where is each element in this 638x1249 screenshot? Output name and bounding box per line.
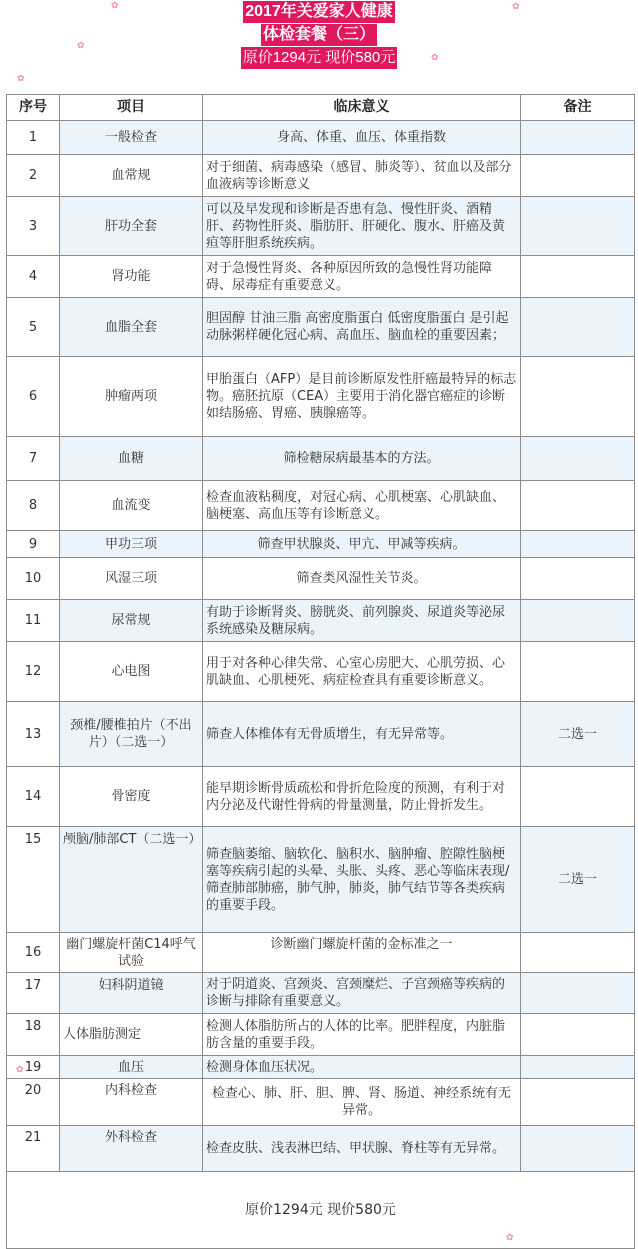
table-row (7, 827, 635, 933)
row-note: 二选一 (521, 702, 635, 767)
header-note: 备注 (521, 95, 635, 121)
row-item: 妇科阴道镜 (60, 973, 203, 1014)
row-no: 20 (7, 1079, 60, 1126)
row-meaning: 筛查人体椎体有无骨质增生，有无异常等。 (203, 702, 521, 767)
row-no: 21 (7, 1126, 60, 1172)
row-note: 二选一 (521, 827, 635, 933)
row-meaning: 筛查类风湿性关节炎。 (203, 558, 521, 600)
row-note (521, 481, 635, 531)
row-item: 血流变 (60, 481, 203, 531)
row-meaning: 用于对各种心律失常、心室心房肥大、心肌劳损、心肌缺血、心肌梗死、病症检查具有重要诊断意义。 (203, 642, 521, 702)
row-meaning: 胆固醇 甘油三脂 高密度脂蛋白 低密度脂蛋白 是引起动脉粥样硬化冠心病、高血压、脑血栓的重要因素； (203, 298, 521, 357)
row-no: 4 (7, 256, 60, 298)
row-no: 2 (7, 155, 60, 197)
row-note (521, 642, 635, 702)
row-note (521, 1126, 635, 1172)
table-row (7, 155, 635, 197)
flower-icon: ✿ (431, 53, 439, 63)
row-no: 10 (7, 558, 60, 600)
flower-icon: ✿ (17, 74, 25, 84)
row-note (521, 437, 635, 481)
table-row (7, 642, 635, 702)
table-row (7, 298, 635, 357)
row-item: 颅脑/肺部CT（二选一） (60, 827, 203, 933)
flower-icon: ✿ (111, 1, 119, 11)
heading-price-line: 原价1294元 现价580元 (241, 47, 398, 69)
row-item: 心电图 (60, 642, 203, 702)
table-row (7, 1126, 635, 1172)
flower-icon: ✿ (16, 1065, 24, 1075)
row-note (521, 600, 635, 642)
row-item: 颈椎/腰椎拍片（不出片）（二选一） (60, 702, 203, 767)
row-meaning: 筛查脑萎缩、脑软化、脑积水、脑肿瘤、腔隙性脑梗塞等疾病引起的头晕、头胀、头疼、恶心等临床表现/筛查肺部肺癌，肺气肿，肺炎，肺气结节等各类疾病的重要手段。 (203, 827, 521, 933)
row-note (521, 256, 635, 298)
row-item: 人体脂肪测定 (60, 1014, 203, 1056)
table-row (7, 121, 635, 155)
row-note (521, 1056, 635, 1079)
table-footer-row (7, 1172, 635, 1249)
table-row (7, 933, 635, 973)
row-item: 尿常规 (60, 600, 203, 642)
table-row (7, 1014, 635, 1056)
row-note (521, 121, 635, 155)
table-row (7, 197, 635, 256)
row-note (521, 298, 635, 357)
header-no: 序号 (7, 95, 60, 121)
row-no: 8 (7, 481, 60, 531)
row-meaning: 检查血液粘稠度，对冠心病、心肌梗塞、心肌缺血、脑梗塞、高血压等有诊断意义。 (203, 481, 521, 531)
header-item: 项目 (60, 95, 203, 121)
table-header-row (7, 95, 635, 121)
row-no: 11 (7, 600, 60, 642)
row-note (521, 1014, 635, 1056)
table-row (7, 973, 635, 1014)
row-note (521, 558, 635, 600)
table-row (7, 437, 635, 481)
header-meaning: 临床意义 (203, 95, 521, 121)
table-row (7, 1056, 635, 1079)
flower-icon: ✿ (506, 1233, 514, 1243)
row-item: 骨密度 (60, 767, 203, 827)
table-row (7, 558, 635, 600)
row-meaning: 诊断幽门螺旋杆菌的金标准之一 (203, 933, 521, 973)
row-meaning: 身高、体重、血压、体重指数 (203, 121, 521, 155)
row-note (521, 933, 635, 973)
row-no: 6 (7, 357, 60, 437)
row-no: 18 (7, 1014, 60, 1056)
footer-price: 原价1294元 现价580元 (7, 1172, 635, 1249)
table-row (7, 600, 635, 642)
row-note (521, 357, 635, 437)
row-item: 肝功全套 (60, 197, 203, 256)
row-note (521, 197, 635, 256)
row-item: 血常规 (60, 155, 203, 197)
row-meaning: 检测人体脂肪所占的人体的比率。肥胖程度，内脏脂肪含量的重要手段。 (203, 1014, 521, 1056)
row-meaning: 筛检糖尿病最基本的方法。 (203, 437, 521, 481)
row-no: 1 (7, 121, 60, 155)
row-no: 3 (7, 197, 60, 256)
heading-line-1: 2017年关爱家人健康 (243, 1, 395, 23)
row-meaning: 甲胎蛋白（AFP）是目前诊断原发性肝癌最特异的标志物。癌胚抗原（CEA）主要用于消化器官癌症的诊断如结肠癌、胃癌、胰腺癌等。 (203, 357, 521, 437)
row-meaning: 能早期诊断骨质疏松和骨折危险度的预测，有利于对内分泌及代谢性骨病的骨量测量，防止骨折发生。 (203, 767, 521, 827)
row-no: 19 (7, 1056, 60, 1079)
row-meaning: 检查心、肺、肝、胆、脾、肾、肠道、神经系统有无异常。 (203, 1079, 521, 1126)
table-row (7, 1079, 635, 1126)
checkup-package-table (6, 94, 635, 1249)
row-note (521, 767, 635, 827)
row-no: 17 (7, 973, 60, 1014)
row-meaning: 筛查甲状腺炎、甲亢、甲减等疾病。 (203, 531, 521, 558)
flower-icon: ✿ (77, 41, 85, 51)
row-item: 甲功三项 (60, 531, 203, 558)
table-row (7, 767, 635, 827)
row-item: 肾功能 (60, 256, 203, 298)
row-item: 肿瘤两项 (60, 357, 203, 437)
row-meaning: 检测身体血压状况。 (203, 1056, 521, 1079)
row-no: 9 (7, 531, 60, 558)
row-item: 外科检查 (60, 1126, 203, 1172)
row-note (521, 973, 635, 1014)
row-no: 13 (7, 702, 60, 767)
row-meaning: 对于阴道炎、宫颈炎、宫颈糜烂、子宫颈癌等疾病的诊断与排除有重要意义。 (203, 973, 521, 1014)
row-item: 幽门螺旋杆菌C14呼气试验 (60, 933, 203, 973)
row-meaning: 检查皮肤、浅表淋巴结、甲状腺、脊柱等有无异常。 (203, 1126, 521, 1172)
row-item: 血糖 (60, 437, 203, 481)
row-no: 12 (7, 642, 60, 702)
row-item: 风湿三项 (60, 558, 203, 600)
table-row (7, 481, 635, 531)
row-no: 7 (7, 437, 60, 481)
row-meaning: 有助于诊断肾炎、膀胱炎、前列腺炎、尿道炎等泌尿系统感染及糖尿病。 (203, 600, 521, 642)
row-item: 一般检查 (60, 121, 203, 155)
row-no: 15 (7, 827, 60, 933)
flower-icon: ✿ (512, 2, 520, 12)
row-meaning: 对于急慢性肾炎、各种原因所致的急慢性肾功能障碍、尿毒症有重要意义。 (203, 256, 521, 298)
row-no: 5 (7, 298, 60, 357)
row-meaning: 对于细菌、病毒感染（感冒、肺炎等）、贫血以及部分血液病等诊断意义 (203, 155, 521, 197)
row-no: 14 (7, 767, 60, 827)
table-row (7, 702, 635, 767)
row-note (521, 155, 635, 197)
table-row (7, 256, 635, 298)
row-note (521, 1079, 635, 1126)
row-note (521, 531, 635, 558)
heading-line-2: 体检套餐（三） (261, 24, 377, 46)
page-heading (0, 0, 638, 70)
row-no: 16 (7, 933, 60, 973)
row-meaning: 可以及早发现和诊断是否患有急、慢性肝炎、酒精肝、药物性肝炎、脂肪肝、肝硬化、腹水、肝癌及黄疸等肝胆系统疾病。 (203, 197, 521, 256)
table-row (7, 531, 635, 558)
row-item: 血脂全套 (60, 298, 203, 357)
row-item: 内科检查 (60, 1079, 203, 1126)
row-item: 血压 (60, 1056, 203, 1079)
table-row (7, 357, 635, 437)
